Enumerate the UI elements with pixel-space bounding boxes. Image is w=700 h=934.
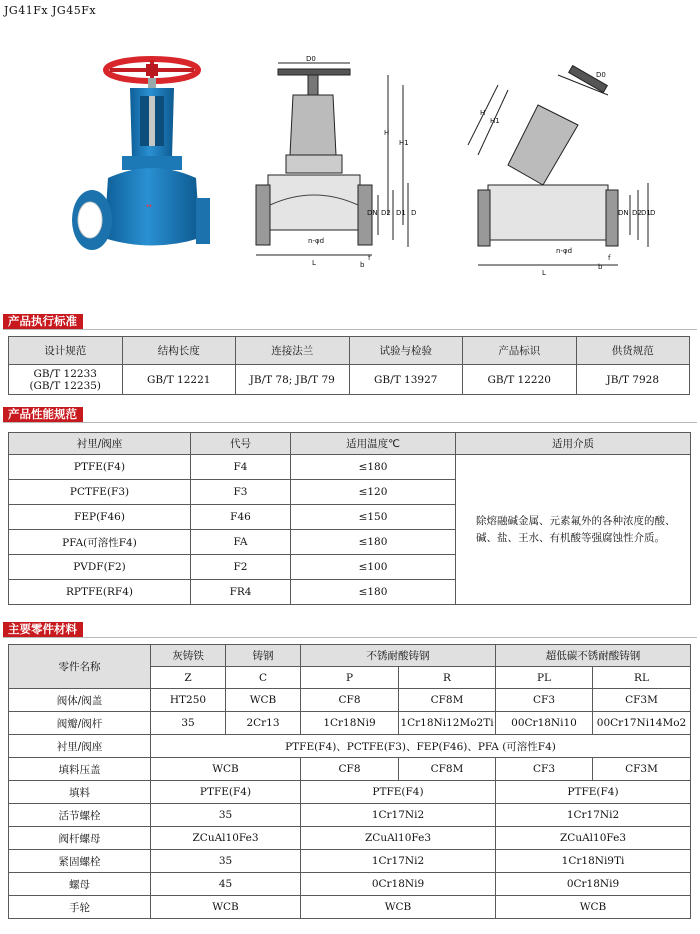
part-name: 阀瓣/阀杆: [9, 712, 151, 735]
table-cell: [9, 365, 123, 395]
label-l-angled: L: [542, 269, 546, 277]
table-header: 连接法兰: [236, 337, 350, 365]
table-header: 零件名称: [9, 645, 151, 689]
design-spec-line: GB/T 12233: [33, 367, 97, 380]
table-cell: 35: [151, 850, 301, 873]
table-cell: GB/T 12220: [463, 365, 577, 395]
materials-table: [8, 644, 691, 919]
table-cell: 45: [151, 873, 301, 896]
table-cell: PTFE(F4): [496, 781, 691, 804]
label-d2: D2: [381, 209, 391, 217]
table-cell: ≤100: [291, 555, 456, 580]
design-spec-line: (GB/T 12235): [29, 379, 102, 392]
table-cell: ZCuAl10Fe3: [496, 827, 691, 850]
material-code: PL: [496, 667, 593, 689]
table-cell: 2Cr13: [226, 712, 301, 735]
label-nd-angled: n-φd: [556, 247, 573, 255]
table-cell: ≤180: [291, 530, 456, 555]
label-d0: D0: [306, 55, 316, 63]
table-cell: CF3: [496, 689, 593, 712]
table-header: 结构长度: [122, 337, 236, 365]
table-header: 适用温度℃: [291, 433, 456, 455]
label-d1: D1: [396, 209, 406, 217]
label-b: b: [360, 261, 365, 269]
table-cell: GB/T 12221: [122, 365, 236, 395]
label-h1: H1: [399, 139, 409, 147]
table-cell: F46: [191, 505, 291, 530]
material-code: R: [399, 667, 496, 689]
label-d-angled: D: [650, 209, 656, 217]
table-cell: CF3: [496, 758, 593, 781]
part-name: 衬里/阀座: [9, 735, 151, 758]
part-name: 紧固螺栓: [9, 850, 151, 873]
table-cell: ≤150: [291, 505, 456, 530]
part-name: 填料: [9, 781, 151, 804]
table-header: 代号: [191, 433, 291, 455]
table-header: 设计规范: [9, 337, 123, 365]
table-cell: JB/T 78; JB/T 79: [236, 365, 350, 395]
label-l: L: [312, 259, 316, 267]
table-header: 产品标识: [463, 337, 577, 365]
table-cell: PTFE(F4): [9, 455, 191, 480]
valve-photo: [60, 48, 240, 258]
material-code: RL: [593, 667, 691, 689]
label-f-angled: f: [608, 254, 611, 262]
table-cell: 00Cr18Ni10: [496, 712, 593, 735]
table-cell: ZCuAl10Fe3: [301, 827, 496, 850]
label-d1-angled: D1: [641, 209, 651, 217]
table-cell: FR4: [191, 580, 291, 605]
table-cell: CF8M: [399, 758, 496, 781]
table-cell: ZCuAl10Fe3: [151, 827, 301, 850]
table-cell: PCTFE(F3): [9, 480, 191, 505]
table-cell: ≤180: [291, 455, 456, 480]
table-header: 衬里/阀座: [9, 433, 191, 455]
section-rule: [3, 422, 697, 423]
table-cell: PTFE(F4): [151, 781, 301, 804]
table-cell: CF3M: [593, 758, 691, 781]
table-cell: 0Cr18Ni9: [496, 873, 691, 896]
performance-table: [8, 432, 691, 605]
table-cell: PTFE(F4): [301, 781, 496, 804]
table-cell: 00Cr17Ni14Mo2: [593, 712, 691, 735]
table-cell: 1Cr18Ni9Ti: [496, 850, 691, 873]
valve-drawing-angled: [458, 55, 658, 280]
table-cell: FEP(F46): [9, 505, 191, 530]
table-cell: CF8M: [399, 689, 496, 712]
part-name: 手轮: [9, 896, 151, 919]
table-cell: 1Cr17Ni2: [496, 804, 691, 827]
svg-text:↔: ↔: [146, 202, 152, 210]
table-header: 不锈耐酸铸钢: [301, 645, 496, 667]
table-cell: CF8: [301, 689, 399, 712]
table-cell: CF8: [301, 758, 399, 781]
table-cell: 0Cr18Ni9: [301, 873, 496, 896]
table-cell: WCB: [151, 896, 301, 919]
table-cell: 1Cr18Ni12Mo2Ti: [399, 712, 496, 735]
table-cell: HT250: [151, 689, 226, 712]
section-title-standards: 产品执行标准: [3, 314, 83, 329]
standards-table: [8, 336, 690, 395]
table-cell: ≤180: [291, 580, 456, 605]
table-cell: F4: [191, 455, 291, 480]
table-cell: WCB: [496, 896, 691, 919]
table-cell: RPTFE(RF4): [9, 580, 191, 605]
section-title-performance: 产品性能规范: [3, 407, 83, 422]
table-header: 超低碳不锈耐酸铸钢: [496, 645, 691, 667]
label-dn-angled: DN: [618, 209, 629, 217]
model-title: JG41Fx JG45Fx: [4, 4, 97, 17]
table-header: 铸钢: [226, 645, 301, 667]
media-description: 除熔融碱金属、元素氟外的各种浓度的酸、碱、盐、王水、有机酸等强腐蚀性介质。: [456, 455, 691, 605]
label-dn: DN: [367, 209, 378, 217]
table-cell: JB/T 7928: [576, 365, 690, 395]
section-rule: [3, 637, 697, 638]
table-cell: WCB: [301, 896, 496, 919]
table-header: 适用介质: [456, 433, 691, 455]
table-cell: FA: [191, 530, 291, 555]
table-cell: GB/T 13927: [349, 365, 463, 395]
table-cell: F3: [191, 480, 291, 505]
table-cell: PVDF(F2): [9, 555, 191, 580]
label-h: H: [384, 129, 390, 137]
part-name: 螺母: [9, 873, 151, 896]
material-code: C: [226, 667, 301, 689]
table-cell: WCB: [151, 758, 301, 781]
label-f: f: [368, 254, 371, 262]
section-title-materials: 主要零件材料: [3, 622, 83, 637]
part-name: 阀体/阀盖: [9, 689, 151, 712]
table-cell: 35: [151, 804, 301, 827]
table-cell: CF3M: [593, 689, 691, 712]
part-name: 填料压盖: [9, 758, 151, 781]
valve-drawing-straight: [248, 55, 443, 280]
table-cell: PFA(可溶性F4): [9, 530, 191, 555]
label-nd: n-φd: [308, 237, 325, 245]
table-cell: 35: [151, 712, 226, 735]
table-cell: 1Cr18Ni9: [301, 712, 399, 735]
part-name: 阀杆螺母: [9, 827, 151, 850]
label-d2-angled: D2: [632, 209, 642, 217]
table-cell: 1Cr17Ni2: [301, 850, 496, 873]
section-rule: [3, 329, 697, 330]
material-code: Z: [151, 667, 226, 689]
table-cell: F2: [191, 555, 291, 580]
label-b-angled: b: [598, 263, 603, 271]
material-code: P: [301, 667, 399, 689]
table-header: 供货规范: [576, 337, 690, 365]
label-d0-angled: D0: [596, 71, 606, 79]
label-d: D: [411, 209, 417, 217]
label-h1-angled: H1: [490, 117, 500, 125]
part-name: 活节螺栓: [9, 804, 151, 827]
table-cell: WCB: [226, 689, 301, 712]
table-header: 试验与检验: [349, 337, 463, 365]
table-cell: 1Cr17Ni2: [301, 804, 496, 827]
table-header: 灰铸铁: [151, 645, 226, 667]
table-cell: PTFE(F4)、PCTFE(F3)、FEP(F46)、PFA (可溶性F4): [151, 735, 691, 758]
table-cell: ≤120: [291, 480, 456, 505]
label-h-angled: H: [480, 109, 486, 117]
